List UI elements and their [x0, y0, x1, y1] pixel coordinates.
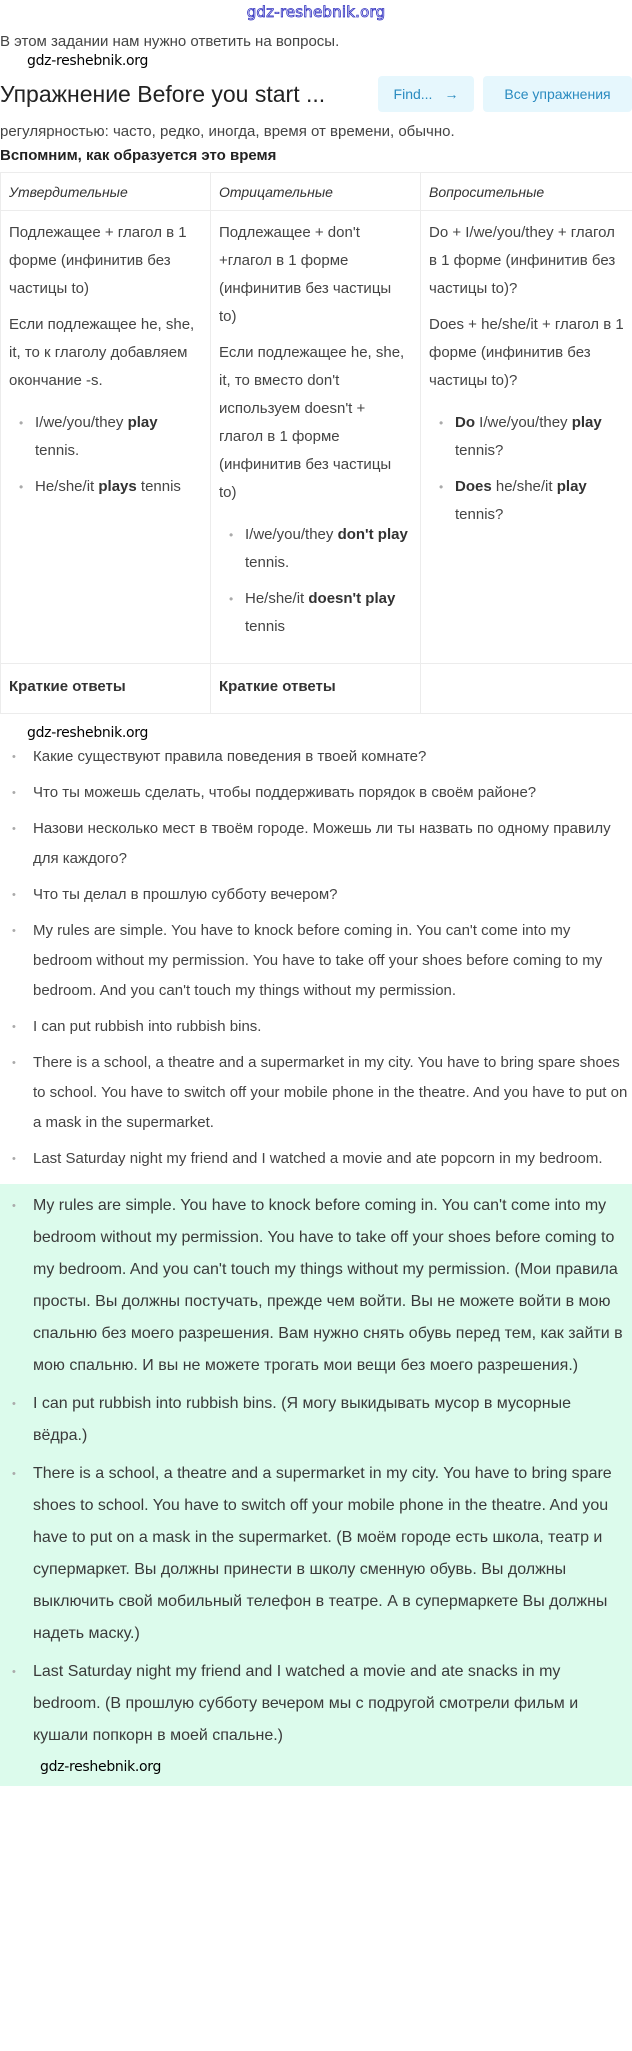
translated-answer-item: • Last Saturday night my friend and I watched a movie and ate snacks in my bedroom. (В прошлую субботу вечером мы с подругой смотрели фильм и кушали попкорн в моей спальне.) — [0, 1656, 632, 1752]
example-auxiliary: Does — [455, 478, 492, 495]
example-verb: play — [365, 590, 396, 607]
question-cell — [421, 211, 632, 664]
example-auxiliary: doesn't — [308, 590, 362, 607]
translated-answer-item: • There is a school, a theatre and a supermarket in my city. You have to bring spare shoes to school. You have to switch off your mobile phone in the theatre. And you have to put on a mask in the supermarket. (В моём городе есть школа, театр и супермаркет. Вы должны принести в школу сменную обувь. Вы должны выключить свой мобильный телефон в театре. А в супермаркете Вы должны надеть маску.) — [0, 1458, 632, 1650]
question-item: • Что ты можешь сделать, чтобы поддерживать порядок в своём районе? — [0, 778, 632, 808]
example-verb: play — [377, 526, 408, 543]
find-button[interactable] — [378, 76, 474, 112]
intro-text: В этом задании нам нужно ответить на вопросы. — [0, 33, 340, 50]
section-title: Вспомним, как образуется это время — [0, 147, 277, 164]
list-item — [9, 409, 202, 465]
list-item — [429, 409, 624, 465]
list-item — [219, 585, 412, 641]
frequency-text: регулярностью: часто, редко, иногда, время от времени, обычно. — [0, 123, 455, 140]
example-text: he/she/it — [491, 478, 557, 495]
affirmative-cell — [1, 211, 211, 664]
negative-rule-3rd: Если подлежащее he, she, it, то вместо don't используем doesn't + глагол в 1 форме (инфинитив без частицы to) — [219, 344, 405, 501]
header-negative: Отрицательные — [211, 173, 421, 211]
example-verb: play — [127, 414, 158, 431]
questions-list — [0, 724, 632, 910]
page-title: Упражнение Before you start ... — [0, 80, 326, 107]
answer-item: • There is a school, a theatre and a supermarket in my city. You have to bring spare shoes to school. You have to switch off your mobile phone in the theatre. And you have to put on a mask in the supermarket. — [0, 1048, 632, 1138]
watermark-text: gdz-reshebnik.org — [27, 725, 149, 741]
example-text: tennis. — [245, 554, 290, 571]
example-text: He/she/it — [35, 478, 99, 495]
find-button-label: Find... — [393, 86, 433, 102]
translated-answers-box — [0, 1184, 632, 1786]
example-text: I/we/you/they — [35, 414, 128, 431]
list-item — [429, 473, 624, 529]
question-item: • Какие существуют правила поведения в твоей комнате? — [0, 742, 632, 772]
question-rule-3rd: Does + he/she/it + глагол в 1 форме (инфинитив без частицы to)? — [429, 316, 624, 389]
example-verb: play — [556, 478, 587, 495]
answers-list — [0, 916, 632, 1174]
short-answers-row — [1, 664, 632, 714]
grammar-table — [0, 172, 632, 714]
example-text: tennis — [136, 478, 181, 495]
short-answers-question — [421, 664, 632, 714]
all-exercises-label: Все упражнения — [504, 86, 611, 102]
watermark-text: gdz-reshebnik.org — [40, 1759, 162, 1775]
translated-answer-item: • My rules are simple. You have to knock before coming in. You can't come into my bedroom without my permission. You have to take off your shoes before coming to my bedroom. And you can't touch my things without my permission. (Мои правила просты. Вы должны постучать, прежде чем войти. Вы не можете войти в мою спальню без моего разрешения. Вам нужно снять обувь перед тем, как зайти в мою спальню. И вы не можете трогать мои вещи без моего разрешения.) — [0, 1190, 632, 1382]
example-verb: play — [571, 414, 602, 431]
short-answers-affirmative: Краткие ответы — [1, 664, 211, 714]
affirmative-rule: Подлежащее + глагол в 1 форме (инфинитив без частицы to) — [9, 224, 187, 297]
answer-item: • Last Saturday night my friend and I watched a movie and ate popcorn in my bedroom. — [0, 1144, 632, 1174]
table-header-row — [1, 173, 632, 211]
all-exercises-button[interactable] — [483, 76, 632, 112]
example-text: tennis. — [35, 442, 80, 459]
question-rule: Do + I/we/you/they + глагол в 1 форме (инфинитив без частицы to)? — [429, 224, 616, 297]
site-logo-watermark: gdz-reshebnik.org — [246, 3, 386, 21]
example-text: I/we/you/they — [475, 414, 572, 431]
arrow-right-icon: → — [444, 86, 459, 102]
example-text: tennis — [245, 618, 286, 635]
negative-rule: Подлежащее + don't +глагол в 1 форме (инфинитив без частицы to) — [219, 224, 392, 325]
example-auxiliary: Do — [455, 414, 475, 431]
answer-item: • My rules are simple. You have to knock before coming in. You can't come into my bedroom without my permission. You have to take off your shoes before coming to my bedroom. And you can't touch my things without my permission. — [0, 916, 632, 1006]
header-question: Вопросительные — [421, 173, 632, 211]
table-row — [1, 211, 632, 664]
watermark-text: gdz-reshebnik.org — [27, 53, 149, 69]
example-text: tennis? — [455, 442, 504, 459]
example-text: tennis? — [455, 506, 504, 523]
translated-answer-item: • I can put rubbish into rubbish bins. (Я могу выкидывать мусор в мусорные вёдра.) — [0, 1388, 632, 1452]
list-item — [9, 473, 202, 501]
affirmative-rule-3rd: Если подлежащее he, she, it, то к глаголу добавляем окончание -s. — [9, 316, 195, 389]
example-text: I/we/you/they — [245, 526, 338, 543]
header-affirmative: Утвердительные — [1, 173, 211, 211]
negative-cell — [211, 211, 421, 664]
page-header — [0, 74, 632, 114]
example-auxiliary: don't — [337, 526, 374, 543]
example-verb: plays — [98, 478, 137, 495]
answer-item: • I can put rubbish into rubbish bins. — [0, 1012, 632, 1042]
short-answers-negative: Краткие ответы — [211, 664, 421, 714]
list-item — [219, 521, 412, 577]
example-text: He/she/it — [245, 590, 309, 607]
question-item: • Что ты делал в прошлую субботу вечером? — [0, 880, 632, 910]
question-item: • Назови несколько мест в твоём городе. Можешь ли ты назвать по одному правилу для каждого? — [0, 814, 632, 874]
